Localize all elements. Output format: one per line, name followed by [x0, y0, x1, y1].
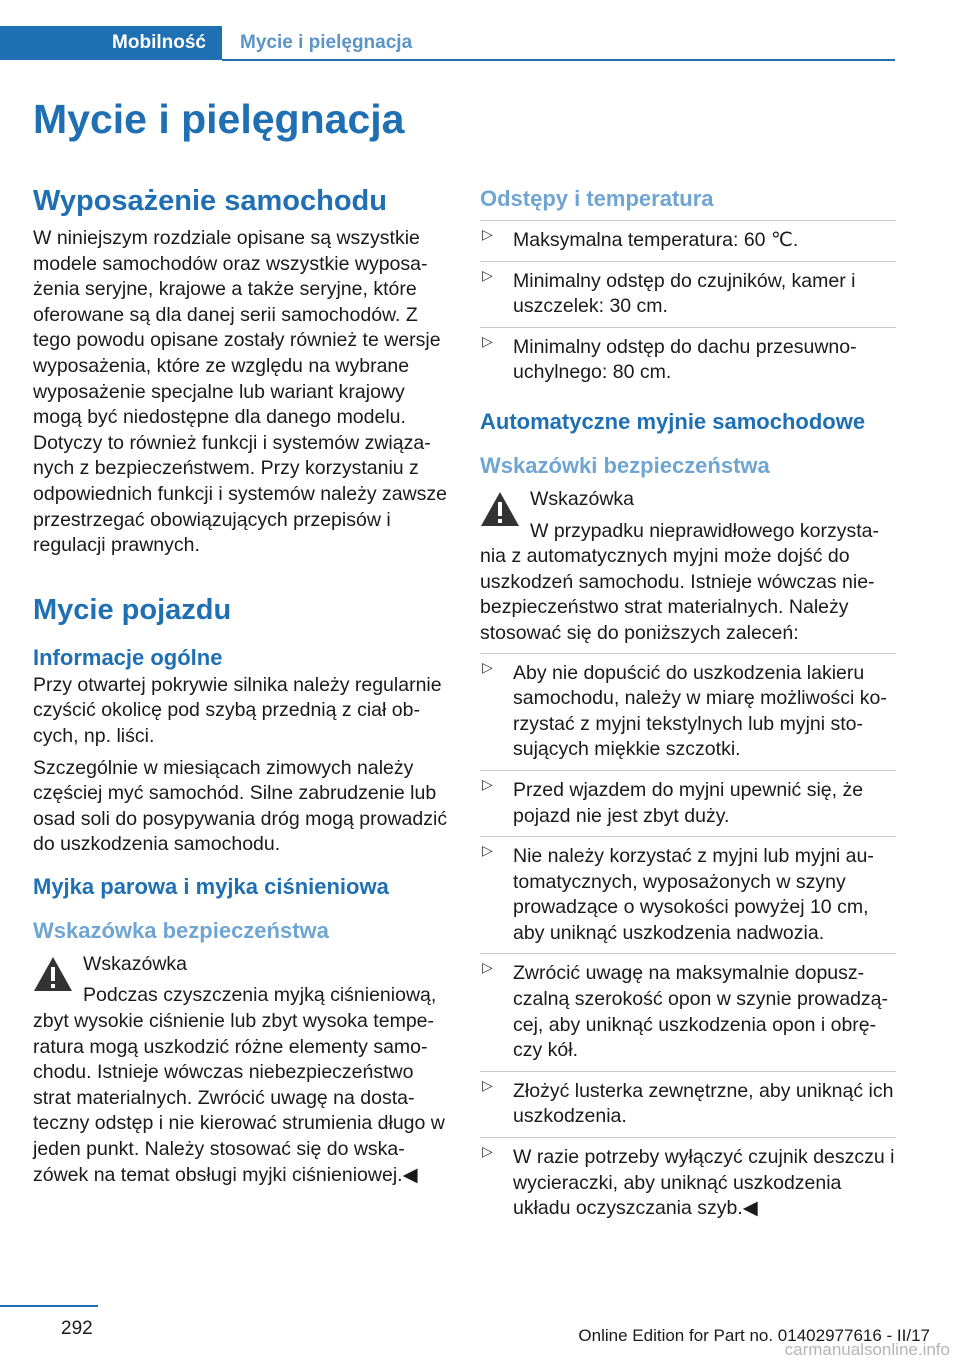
distance-heading: Odstępy i temperatura — [480, 186, 714, 211]
footer-rule — [0, 1305, 98, 1307]
warning-triangle-icon — [33, 956, 73, 992]
list-item: ▷ Minimalny odstęp do dachu przesuwnouchylnego: 80 cm. — [480, 327, 896, 386]
equipment-text: W niniejszym rozdziale opisane są wszystkie modele samochodów oraz wszystkie wyposażenia seryjne, krajowe a także seryjne, które oferowane są dla danej serii samochodów. Z tego powodu opisane zostały również te wersje wyposażenia, które ze względu na wybrane wyposażenie specjalne lub wariant krajowy mogą być niedostępne dla danego modelu. Dotyczy to również funkcji i systemów związanych z bezpieczeństwem. Przy korzystaniu z odpowiednich funkcji i systemów należy zawsze przestrzegać obowiązujących przepisów i regulacji prawnych. — [33, 227, 448, 557]
steam-warning-label: Wskazówka — [83, 952, 188, 975]
equipment-heading: Wyposażenie samochodu — [33, 185, 387, 217]
warning-triangle-icon — [480, 491, 520, 527]
page-header — [0, 26, 895, 62]
bullet-icon: ▷ — [482, 266, 493, 283]
steam-warning — [33, 952, 449, 1188]
general-heading: Informacje ogólne — [33, 644, 223, 670]
carwash-warning — [480, 487, 896, 647]
bullet-icon: ▷ — [482, 226, 493, 242]
list-item: ▷ Aby nie dopuścić do uszkodzenia lakieru samochodu, należy w miarę możliwości korzystać z myjni tekstylnych lub myjni stosujących miękkie szczotki. — [480, 653, 896, 763]
list-item: ▷ Zwrócić uwagę na maksymalnie dopuszczalną szerokość opon w szynie prowadzącej, aby uniknąć uszkodzenia opon i obręczy kół. — [480, 953, 896, 1063]
carwash-safety-heading: Wskazówki bezpieczeństwa — [480, 452, 770, 478]
page-number: 292 — [61, 1318, 93, 1339]
bullet-icon: ▷ — [482, 775, 493, 792]
list-item: ▷ Nie należy korzystać z myjni lub myjni automatycznych, wyposażonych w szyny prowadzące o wysokości powyżej 10 cm, aby uniknąć uszkodzenia nadwozia. — [480, 836, 896, 946]
list-item: ▷ Minimalny odstęp do czujników, kamer i uszczelek: 30 cm. — [480, 261, 896, 320]
carwash-heading: Automatyczne myjnie samochodowe — [480, 408, 866, 434]
right-column — [480, 184, 896, 1229]
page-title: Mycie i pielęgnacja — [33, 96, 405, 142]
header-rule — [222, 59, 895, 61]
bullet-icon: ▷ — [482, 1076, 493, 1093]
left-column — [33, 182, 449, 1188]
chapter-label: Mobilność — [112, 32, 206, 53]
bullet-icon: ▷ — [482, 1143, 493, 1160]
distance-list — [480, 220, 896, 386]
bullet-icon: ▷ — [482, 842, 493, 859]
section-tab[interactable] — [240, 26, 412, 60]
bullet-icon: ▷ — [482, 332, 493, 349]
steam-safety-heading: Wskazówka bezpieczeństwa — [33, 917, 329, 943]
list-item: ▷ W razie potrzeby wyłączyć czujnik deszczu i wycieraczki, aby uniknąć uszkodzenia układu oczyszczania szyb.◀ — [480, 1137, 896, 1222]
carwash-warning-text: W przypadku nieprawidłowego korzystania z automatycznych myjni może dojść do uszkodzeń samochodu. Istnieje wówczas niebezpieczeństwo strat materialnych. Należy stosować się do poniższych zaleceń: — [480, 519, 879, 644]
list-item: ▷ Maksymalna temperatura: 60 ℃. — [480, 220, 896, 254]
watermark: carmanualsonline.info — [784, 1340, 950, 1359]
steam-heading: Myjka parowa i myjka ciśnieniowa — [33, 873, 389, 899]
list-item: ▷ Złożyć lusterka zewnętrzne, aby uniknąć ich uszkodzenia. — [480, 1071, 896, 1130]
carwash-warning-label: Wskazówka — [530, 487, 635, 510]
section-label: Mycie i pielęgnacja — [240, 32, 413, 53]
list-item: ▷ Przed wjazdem do myjni upewnić się, że pojazd nie jest zbyt duży. — [480, 770, 896, 829]
bullet-icon: ▷ — [482, 959, 493, 976]
steam-warning-text: Podczas czyszczenia myjką ciśnieniową, zbyt wysokie ciśnienie lub zbyt wysoka temperatura mogą uszkodzić różne elementy samochodu. Istnieje wówczas niebezpieczeństwo strat materialnych. Zwrócić uwagę na dostateczny odstęp i nie kierować strumienia długo w jeden punkt. Należy stosować się do wskazówek na temat obsługi myjki ciśnieniowej.◀ — [33, 984, 445, 1186]
washing-heading: Mycie pojazdu — [33, 593, 232, 626]
edition-info: Online Edition for Part no. 01402977616 - II/17 — [578, 1326, 930, 1345]
bullet-icon: ▷ — [482, 658, 493, 675]
general-paragraph-2: Szczególnie w miesiącach zimowych należy częściej myć samochód. Silne zabrudzenie lub osad soli do posypywania dróg mogą prowadzić do uszkodzenia samochodu. — [33, 756, 448, 856]
carwash-list — [480, 653, 896, 1222]
chapter-tab[interactable] — [0, 26, 222, 60]
general-paragraph-1: Przy otwartej pokrywie silnika należy regularnie czyścić okolicę pod szybą przednią z ciał obcych, np. liści. — [33, 673, 442, 747]
